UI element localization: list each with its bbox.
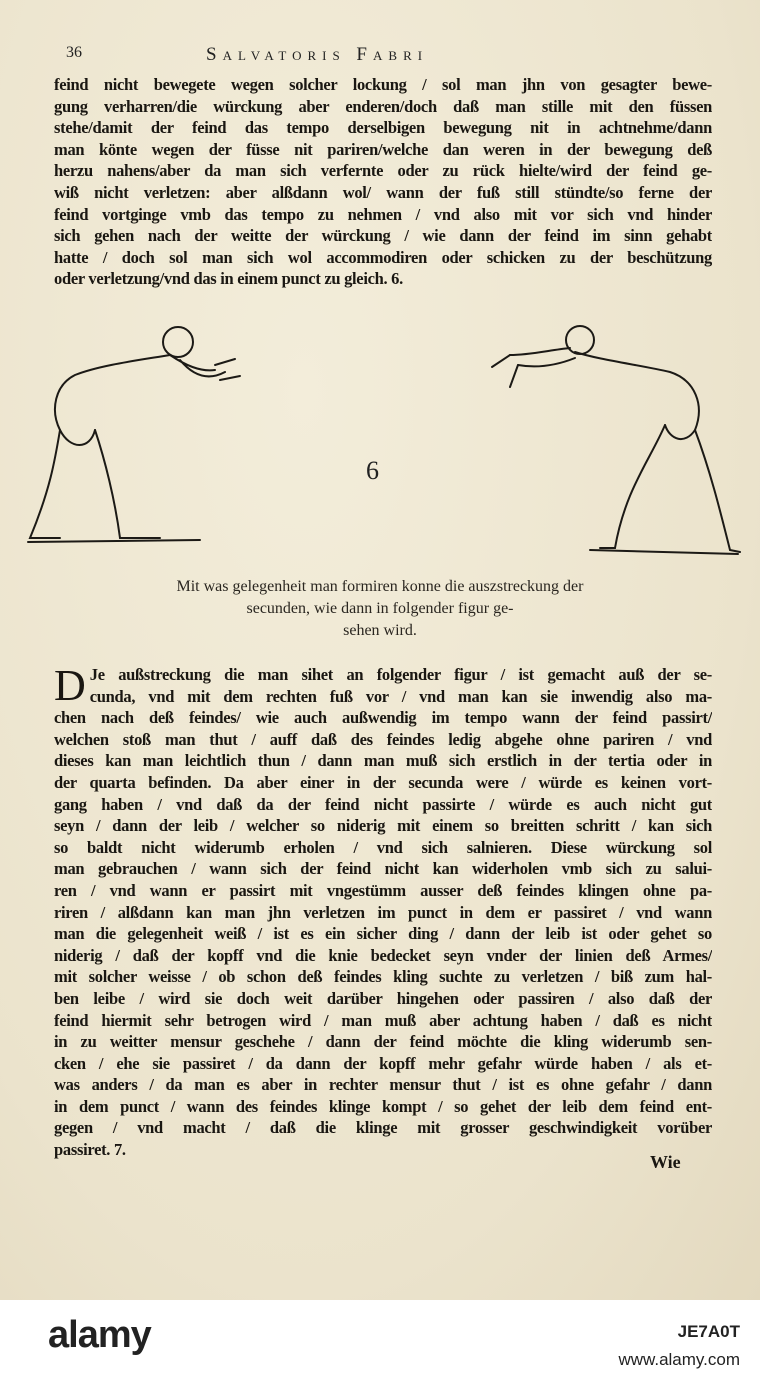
figure-caption xyxy=(100,576,660,642)
text-line: stehe/damit der feind das tempo derselbigen bewegung nit in achtnehme/dann xyxy=(54,118,712,138)
catchword: Wie xyxy=(650,1152,681,1172)
text-line: niderig / daß der kopff vnd die knie bedecket seyn vnder der linien deß Armes/ xyxy=(54,945,712,965)
text-line: dieses kan man leichtlich thun / dann man muß sich erstlich in der tertia oder in xyxy=(54,751,712,771)
text-line: feind vortginge vmb das tempo zu nehmen / vnd also mit vor sich vnd hinder xyxy=(54,204,712,224)
text-line: in zu weitter mensur geschehe / dann der feind möchte die kling widerumb sen- xyxy=(54,1032,712,1052)
text-line: cken / ehe sie passiret / da dann der kopff mehr gefahr würde haben / als et- xyxy=(54,1053,712,1073)
text-line: chen nach deß feindes/ wie auch außwendig im tempo wann der feind passirt/ xyxy=(54,708,712,728)
caption-line: Mit was gelegenheit man formiren konne die auszstreckung der xyxy=(176,578,584,595)
text-line: hatte / doch sol man sich wol accommodiren oder schicken zu der beschützung xyxy=(54,247,712,267)
text-line: so baldt nicht widerumb erholen / vnd sich salnieren. Diese würckung sol xyxy=(54,837,712,857)
text-line: wiß nicht verletzen: aber alßdann wol/ wann der fuß still stündte/so ferne der xyxy=(54,182,712,202)
caption-line: sehen wird. xyxy=(343,622,417,639)
text-line: ren / vnd wann er passirt mit vngestümm ausser deß feindes klingen ohne pa- xyxy=(54,880,712,900)
caption-line: secunden, wie dann in folgender figur ge- xyxy=(246,600,514,617)
image-id: JE7A0T xyxy=(677,1322,740,1341)
bottom-paragraph xyxy=(54,661,712,1161)
page-number: 36 xyxy=(66,44,82,61)
text-line: welchen stoß man thut / auff daß des feindes ledig abgehe ohne pariren / vnd xyxy=(54,729,712,749)
text-line: passiret. 7. xyxy=(54,1140,126,1160)
text-line: man gebrauchen / wann sich der feind nicht kan widerholen vmb sich zu salui- xyxy=(54,859,712,879)
text-line: mit solcher weisse / ob schon deß feindes kling suchte zu verletzen / biß zum hal- xyxy=(54,967,712,987)
text-line: oder verletzung/vnd das in einem punct zu gleich. 6. xyxy=(54,269,403,289)
text-line: was anders / da man es aber in rechter mensur thut / ist es ohne gefahr / dann xyxy=(54,1075,712,1095)
figure-number: 6 xyxy=(366,456,379,485)
text-line: cunda, vnd mit dem rechten fuß vor / vnd man kan sie inwendig also ma- xyxy=(89,686,712,706)
text-line: feind hiermit sehr betrogen wird / man muß aber achtung haben / daß es nicht xyxy=(54,1010,712,1030)
alamy-logo: alamy xyxy=(48,1314,151,1356)
text-line: gang haben / vnd daß da der feind nicht passirte / würde es auch nicht gut xyxy=(54,794,712,814)
text-line: ben leibe / wird sie doch weit darüber hingehen oder passiren / also daß der xyxy=(54,988,712,1008)
top-paragraph xyxy=(54,74,712,290)
text-line: Je außstreckung die man sihet an folgender figur / ist gemacht auß der se- xyxy=(89,665,712,684)
text-line: man könte wegen der füsse nit pariren/welche dan weren in der bewegung deß xyxy=(54,139,712,159)
page-header xyxy=(66,44,706,68)
text-line: der quarta befinden. Da aber einer in der secunda were / würde es keinen vort- xyxy=(54,772,712,792)
watermark-band xyxy=(0,1300,760,1390)
text-line: sich gehen nach der weitte der würckung / wie dann der feind im sinn gehabt xyxy=(54,226,712,246)
text-line: in dem punct / wann des feindes klinge kompt / so gehet der leib dem feind ent- xyxy=(54,1096,712,1116)
left-fencer-illustration xyxy=(20,310,250,550)
drop-cap: D xyxy=(54,661,86,710)
text-line: herzu nahens/aber da man sich verfernte oder zu rück hielte/wird der feind ge- xyxy=(54,161,712,181)
text-line: feind nicht bewegete wegen solcher lockung / sol man jhn von gesagter bewe- xyxy=(54,75,712,94)
running-title: Salvatoris Fabri xyxy=(206,44,429,65)
text-line: seyn / dann der leib / welcher so niderig mit einem so breitten schritt / kan sich xyxy=(54,816,712,836)
text-line: riren / alßdann kan man jhn verletzen im punct in dem er passiret / vnd wann xyxy=(54,902,712,922)
watermark-url: www.alamy.com xyxy=(618,1350,740,1369)
right-fencer-illustration xyxy=(480,310,750,560)
text-line: gegen / vnd macht / daß die klinge mit grosser geschwindigkeit vorüber xyxy=(54,1118,712,1138)
text-line: man die gelegenheit weiß / ist es ein sicher ding / dann der leib ist oder gehet so xyxy=(54,924,712,944)
text-line: gung verharren/die würckung aber enderen/doch daß man stille mit den füssen xyxy=(54,96,712,116)
